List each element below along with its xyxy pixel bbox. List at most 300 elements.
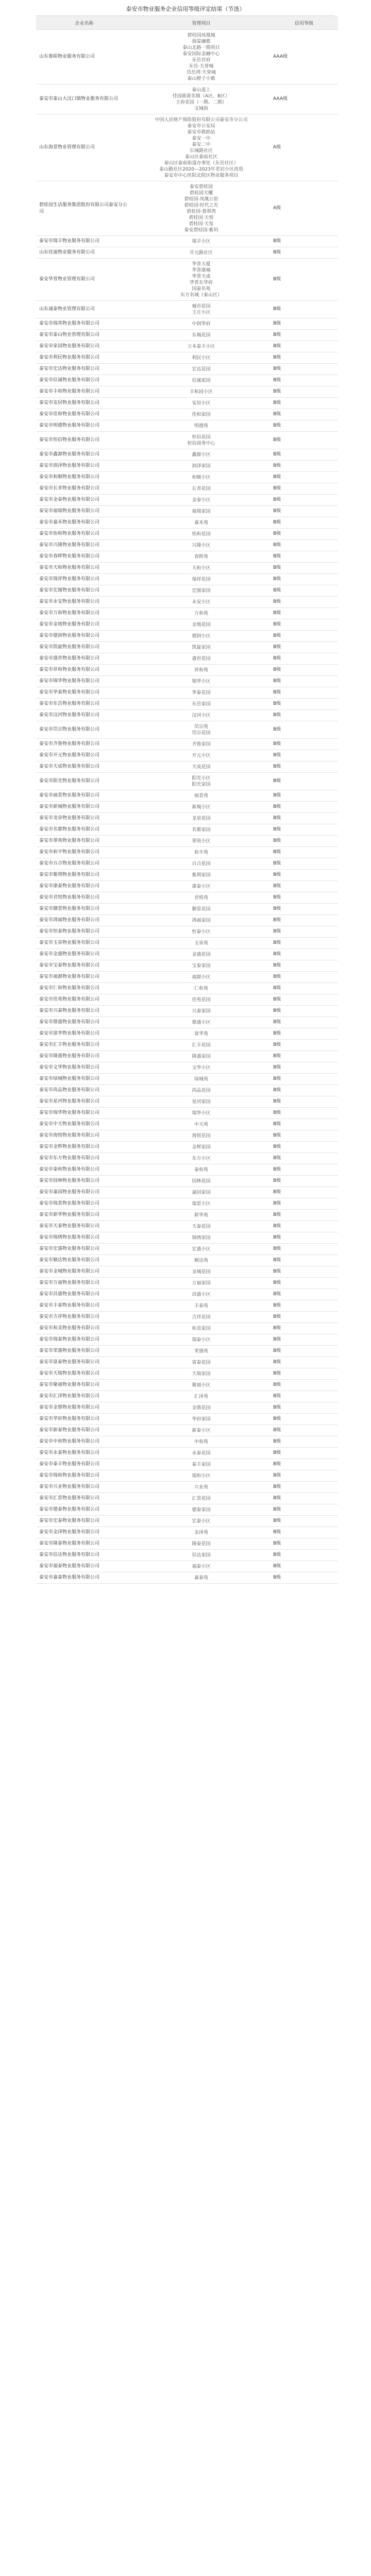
page-title: 泰安市物业服务企业信用等级评定结果（节选） — [36, 3, 335, 16]
project-list — [132, 1425, 270, 1436]
project-item: 汇景花园 — [192, 1496, 211, 1501]
project-list — [132, 1504, 270, 1516]
project-list — [132, 540, 270, 551]
project-list — [132, 1334, 270, 1346]
project-list — [132, 915, 270, 926]
credit-grade: B级 — [270, 739, 338, 750]
project-item: 碧桂园凤凰城 — [187, 33, 215, 38]
project-list — [132, 1040, 270, 1051]
credit-grade: B级 — [270, 432, 338, 449]
project-list — [132, 1550, 270, 1561]
project-list — [132, 1210, 270, 1221]
project-item: 新城小区 — [192, 805, 211, 810]
company-name: 山东佳迪物业服务有限公司 — [36, 247, 132, 259]
project-list — [132, 529, 270, 540]
document — [36, 3, 335, 1584]
project-item: 御景花园 — [192, 907, 211, 912]
table-row — [36, 472, 338, 483]
project-list — [132, 1448, 270, 1459]
project-list — [132, 1323, 270, 1334]
table-header-row — [36, 16, 338, 30]
project-list — [132, 1561, 270, 1572]
project-list — [132, 1357, 270, 1368]
credit-grade: B级 — [270, 699, 338, 710]
project-item: 金泽苑 — [194, 1530, 208, 1535]
project-item: 瑞丰小区 — [192, 239, 211, 244]
project-list — [132, 858, 270, 870]
table-row — [36, 1448, 338, 1459]
table-row — [36, 563, 338, 574]
company-name: 泰安市海悦物业服务有限公司 — [36, 1130, 132, 1142]
company-name: 泰安市东岳物业服务有限公司 — [36, 699, 132, 710]
credit-grade: B级 — [270, 1312, 338, 1323]
credit-grade: B级 — [270, 1380, 338, 1391]
project-item: 富华苑 — [194, 1031, 208, 1037]
company-name: 泰安市安居物业服务有限公司 — [36, 398, 132, 409]
table-row — [36, 1300, 338, 1312]
project-item: 泰安一中 — [192, 136, 211, 141]
project-item: 中天苑 — [194, 1122, 208, 1127]
table-row — [36, 1266, 338, 1278]
project-list — [132, 114, 270, 181]
company-name: 泰安市信达物业服务有限公司 — [36, 1550, 132, 1561]
company-name: 泰安市汶河物业服务有限公司 — [36, 710, 132, 721]
project-item: 瑞泰小区 — [192, 1337, 211, 1343]
company-name: 泰安市宏盛物业服务有限公司 — [36, 1244, 132, 1255]
company-name: 泰安市聚福物业服务有限公司 — [36, 1380, 132, 1391]
table-row — [36, 1312, 338, 1323]
company-name: 泰安市丽景物业服务有限公司 — [36, 790, 132, 802]
project-item: 开元路社区 — [189, 250, 213, 256]
company-name: 泰安市华府物业服务有限公司 — [36, 1414, 132, 1425]
credit-grade: B级 — [270, 994, 338, 1006]
company-name: 泰安市兴隆物业服务有限公司 — [36, 540, 132, 551]
project-list — [132, 449, 270, 461]
project-list — [132, 790, 270, 802]
company-name: 泰安市瑞丰物业服务有限公司 — [36, 236, 132, 247]
table-row — [36, 597, 338, 608]
table-row — [36, 938, 338, 949]
table-row — [36, 517, 338, 529]
table-row — [36, 949, 338, 960]
header-grade: 信用等级 — [270, 16, 338, 30]
credit-grade: B级 — [270, 1402, 338, 1414]
project-item: 隆泰花园 — [192, 1541, 211, 1547]
credit-grade: B级 — [270, 1017, 338, 1028]
project-item: 中润华府 — [192, 321, 211, 327]
table-row — [36, 330, 338, 341]
project-item: 华府家园 — [192, 1417, 211, 1422]
project-list — [132, 1130, 270, 1142]
project-item: 福源小区 — [192, 975, 211, 980]
credit-grade: B级 — [270, 1142, 338, 1153]
project-list — [132, 1051, 270, 1062]
company-name: 泰安市天成物业服务有限公司 — [36, 761, 132, 773]
project-list — [132, 847, 270, 858]
project-item: 华泰花园 — [192, 690, 211, 696]
credit-grade: B级 — [270, 1119, 338, 1130]
table-row — [36, 1051, 338, 1062]
table-row — [36, 773, 338, 790]
company-name: 泰安市金盛物业服务有限公司 — [36, 949, 132, 960]
table-row — [36, 926, 338, 938]
table-row — [36, 813, 338, 824]
company-name: 泰安市和平物业服务有限公司 — [36, 847, 132, 858]
project-list — [132, 1028, 270, 1040]
credit-grade: AAA级 — [270, 30, 338, 84]
credit-grade: B级 — [270, 1425, 338, 1436]
project-item: 福瑞家园 — [192, 509, 211, 514]
credit-grade: B级 — [270, 608, 338, 619]
project-item: 恒信花园 — [192, 435, 211, 440]
table-row — [36, 750, 338, 761]
credit-grade: B级 — [270, 1300, 338, 1312]
company-name: 泰安市兴泰物业服务有限公司 — [36, 1006, 132, 1017]
project-item: 东岳首府 — [192, 58, 211, 63]
company-name: 泰安市汇丰物业服务有限公司 — [36, 1040, 132, 1051]
credit-grade: B级 — [270, 1244, 338, 1255]
project-list — [132, 318, 270, 330]
project-item: 德泰家园 — [192, 1507, 211, 1513]
company-name: 泰安市锦华物业服务有限公司 — [36, 676, 132, 687]
project-item: 宏泰小区 — [192, 1519, 211, 1524]
project-item: 恒泰小区 — [192, 929, 211, 935]
project-list — [132, 1527, 270, 1538]
table-row — [36, 1561, 338, 1572]
project-item: 明德苑 — [194, 423, 208, 429]
project-item: 泰和苑 — [194, 1167, 208, 1173]
credit-grade: B级 — [270, 1334, 338, 1346]
project-list — [132, 420, 270, 432]
company-name: 泰安市百合物业服务有限公司 — [36, 858, 132, 870]
credit-grade: B级 — [270, 813, 338, 824]
table-row — [36, 1357, 338, 1368]
project-list — [132, 1017, 270, 1028]
company-name: 泰安市嘉泰物业服务有限公司 — [36, 1572, 132, 1584]
project-item: 城市花园 — [192, 304, 211, 309]
credit-grade: B级 — [270, 773, 338, 790]
project-list — [132, 972, 270, 983]
project-item: 万福家园 — [192, 1281, 211, 1286]
project-list — [132, 341, 270, 352]
project-item: 安居小区 — [192, 401, 211, 406]
project-list — [132, 1289, 270, 1300]
project-item: 绿城苑 — [194, 1077, 208, 1082]
project-list — [132, 1108, 270, 1119]
project-item: 嘉园家园 — [192, 1190, 211, 1195]
table-row — [36, 710, 338, 721]
project-list — [132, 1142, 270, 1153]
company-name: 泰安市金泽物业服务有限公司 — [36, 1527, 132, 1538]
project-item: 丰泰苑 — [194, 1303, 208, 1309]
credit-grade: A级 — [270, 181, 338, 236]
project-item: 万和苑 — [194, 611, 208, 616]
project-item: 汇泽苑 — [194, 1394, 208, 1399]
credit-grade: B级 — [270, 597, 338, 608]
project-item: 佳苑花园 — [192, 997, 211, 1003]
company-name: 泰安市祥和物业服务有限公司 — [36, 665, 132, 676]
table-row — [36, 1062, 338, 1074]
project-item: 昌盛小区 — [192, 1292, 211, 1297]
table-row — [36, 802, 338, 813]
company-name: 泰安市瑞景物业服务有限公司 — [36, 1198, 132, 1210]
table-row — [36, 892, 338, 904]
credit-grade: B级 — [270, 881, 338, 892]
table-row — [36, 506, 338, 517]
company-name: 泰安市和顺物业服务有限公司 — [36, 472, 132, 483]
project-item: 君悦苑 — [194, 895, 208, 901]
company-name: 泰安市星河物业服务有限公司 — [36, 1096, 132, 1108]
project-item: 金地花园 — [192, 622, 211, 628]
credit-grade: B级 — [270, 1346, 338, 1357]
company-name: 泰安市新泰物业服务有限公司 — [36, 1425, 132, 1436]
project-item: 东岳·天誉城 — [189, 64, 214, 69]
table-row — [36, 972, 338, 983]
table-row — [36, 1334, 338, 1346]
company-name: 泰安市宏达物业服务有限公司 — [36, 364, 132, 375]
project-item: 国泰名苑 — [192, 286, 211, 292]
company-name: 泰安市恒泰物业服务有限公司 — [36, 926, 132, 938]
credit-grade: B级 — [270, 1062, 338, 1074]
project-item: 润泽家园 — [192, 464, 211, 469]
project-item: 王庄小区 — [192, 310, 211, 315]
table-row — [36, 1164, 338, 1176]
company-name: 泰安市尚品物业服务有限公司 — [36, 1085, 132, 1096]
company-name: 泰安市泰山大汶口镇物业服务有限公司 — [36, 84, 132, 114]
project-item: 隆盛家园 — [192, 1054, 211, 1059]
project-list — [132, 375, 270, 386]
project-item: 泰安市公安局 — [187, 124, 215, 129]
table-row — [36, 1074, 338, 1085]
credit-grade: B级 — [270, 1074, 338, 1085]
project-item: 碧桂园·天玺 — [189, 222, 214, 227]
project-list — [132, 386, 270, 398]
table-row — [36, 432, 338, 449]
table-row — [36, 687, 338, 699]
table-row — [36, 1550, 338, 1561]
project-list — [132, 181, 270, 236]
project-item: 华普康城 — [192, 268, 211, 273]
table-row — [36, 1085, 338, 1096]
project-item: 开元小区 — [192, 753, 211, 758]
table-row — [36, 1470, 338, 1482]
credit-grade: B级 — [270, 1527, 338, 1538]
project-item: 泰山北路一期项目 — [182, 45, 220, 50]
credit-grade: B级 — [270, 352, 338, 364]
table-row — [36, 1176, 338, 1187]
credit-grade: B级 — [270, 301, 338, 318]
credit-grade: B级 — [270, 1266, 338, 1278]
project-item: 春晖苑 — [194, 554, 208, 560]
table-row — [36, 1006, 338, 1017]
table-row — [36, 1221, 338, 1232]
credit-grade: B级 — [270, 1504, 338, 1516]
project-list — [132, 824, 270, 836]
project-list — [132, 892, 270, 904]
table-row — [36, 1493, 338, 1504]
project-item: 永泰花园 — [192, 1451, 211, 1456]
company-name: 泰安市汇泽物业服务有限公司 — [36, 1391, 132, 1402]
table-row — [36, 364, 338, 375]
project-item: 宏图家园 — [192, 588, 211, 594]
company-name: 泰安市岱宗物业服务有限公司 — [36, 721, 132, 739]
table-row — [36, 1278, 338, 1289]
credit-grade: B级 — [270, 563, 338, 574]
credit-grade: B级 — [270, 1278, 338, 1289]
header-company: 企业名称 — [36, 16, 132, 30]
company-name: 泰安市泰和物业服务有限公司 — [36, 1164, 132, 1176]
project-item: 金泰小区 — [192, 498, 211, 503]
company-name: 泰安市新城物业服务有限公司 — [36, 802, 132, 813]
credit-grade: B级 — [270, 938, 338, 949]
table-row — [36, 761, 338, 773]
credit-grade: B级 — [270, 676, 338, 687]
company-name: 泰安市隆盛物业服务有限公司 — [36, 1051, 132, 1062]
table-row — [36, 994, 338, 1006]
project-item: 恒信商务中心 — [187, 441, 215, 446]
project-item: 长青花园 — [192, 486, 211, 492]
table-row — [36, 574, 338, 585]
company-name: 泰安市德润物业服务有限公司 — [36, 631, 132, 642]
company-name: 泰安市春晖物业服务有限公司 — [36, 551, 132, 563]
company-name: 泰安市嘉禾物业服务有限公司 — [36, 517, 132, 529]
project-item: 天成花园 — [192, 765, 211, 770]
project-item: 园林花园 — [192, 1179, 211, 1184]
company-name: 泰安华普物业管理有限公司 — [36, 259, 132, 301]
table-row — [36, 619, 338, 631]
project-list — [132, 750, 270, 761]
table-row — [36, 540, 338, 551]
credit-grade: B级 — [270, 1210, 338, 1221]
company-name: 泰安市润泽物业服务有限公司 — [36, 461, 132, 472]
company-name: 泰安市佳和物业服务有限公司 — [36, 409, 132, 420]
credit-grade: B级 — [270, 904, 338, 915]
project-list — [132, 813, 270, 824]
project-item: 泰山道上 — [192, 88, 211, 93]
table-row — [36, 631, 338, 642]
credit-grade: B级 — [270, 318, 338, 330]
project-item: 锦绣家园 — [192, 1235, 211, 1241]
project-item: 嘉禾苑 — [194, 520, 208, 526]
table-row — [36, 352, 338, 364]
project-list — [132, 517, 270, 529]
project-item: 新泰小区 — [192, 1428, 211, 1433]
company-name: 泰安市顺达物业服务有限公司 — [36, 1255, 132, 1266]
credit-grade: B级 — [270, 585, 338, 597]
project-item: 鸿福家园 — [192, 918, 211, 923]
company-name: 泰安市宝泰物业服务有限公司 — [36, 960, 132, 972]
credit-grade: B级 — [270, 1516, 338, 1527]
project-list — [132, 1198, 270, 1210]
table-row — [36, 1572, 338, 1584]
table-row — [36, 721, 338, 739]
project-list — [132, 938, 270, 949]
project-list — [132, 1436, 270, 1448]
table-row — [36, 247, 338, 259]
company-name: 泰安市文华物业服务有限公司 — [36, 1062, 132, 1074]
project-item: 尚品花园 — [192, 1088, 211, 1093]
project-item: 龙泉花园 — [192, 816, 211, 821]
credit-grade: B级 — [270, 1006, 338, 1017]
project-item: 祥和苑 — [194, 668, 208, 673]
company-name: 泰安市汇景物业服务有限公司 — [36, 1493, 132, 1504]
credit-grade: B级 — [270, 574, 338, 585]
credit-grade: B级 — [270, 1391, 338, 1402]
company-name: 泰安市永泰物业服务有限公司 — [36, 1448, 132, 1459]
company-name: 泰安市金鼎物业服务有限公司 — [36, 1402, 132, 1414]
table-row — [36, 1232, 338, 1244]
table-row — [36, 1504, 338, 1516]
project-item: 聚福小区 — [192, 1383, 211, 1388]
table-row — [36, 665, 338, 676]
company-name: 泰安市鸿福物业服务有限公司 — [36, 915, 132, 926]
project-list — [132, 710, 270, 721]
company-name: 泰安市瑞祥物业服务有限公司 — [36, 574, 132, 585]
project-item: 金辉家园 — [192, 1145, 211, 1150]
company-name: 泰安市名都物业服务有限公司 — [36, 824, 132, 836]
project-list — [132, 1221, 270, 1232]
project-list — [132, 483, 270, 495]
credit-grade: B级 — [270, 1459, 338, 1470]
project-item: 中和苑 — [194, 1439, 208, 1445]
company-name: 泰安市富泰物业服务有限公司 — [36, 1357, 132, 1368]
credit-grade: B级 — [270, 1085, 338, 1096]
project-list — [132, 1006, 270, 1017]
project-item: 泰山橙子小镇 — [187, 76, 215, 81]
project-item: 宝泰家园 — [192, 963, 211, 969]
project-item: 阳光家园 — [192, 782, 211, 787]
project-list — [132, 432, 270, 449]
table-row — [36, 642, 338, 653]
credit-grade: B级 — [270, 1323, 338, 1334]
table-row — [36, 529, 338, 540]
project-list — [132, 1266, 270, 1278]
credit-grade: B级 — [270, 972, 338, 983]
company-name: 泰安市长青物业服务有限公司 — [36, 483, 132, 495]
table-row — [36, 1198, 338, 1210]
table-row — [36, 1402, 338, 1414]
project-item: 泰山路社区2020—2023年老旧小区改造 — [159, 167, 243, 172]
table-row — [36, 1153, 338, 1164]
project-list — [132, 574, 270, 585]
project-item: 丰和园小区 — [189, 389, 213, 395]
project-item: 汇丰花园 — [192, 1043, 211, 1048]
company-name: 泰安市兴业物业服务有限公司 — [36, 1482, 132, 1493]
credit-grade: B级 — [270, 892, 338, 904]
project-item: 金鼎花园 — [192, 1405, 211, 1411]
project-item: 鼎盛小区 — [192, 1020, 211, 1025]
project-item: 佳园旅游名镇（A区、B区） — [172, 94, 230, 99]
credit-grade: B级 — [270, 1187, 338, 1198]
project-item: 锦华小区 — [192, 679, 211, 684]
table-row — [36, 1346, 338, 1357]
credit-grade: B级 — [270, 761, 338, 773]
project-list — [132, 1176, 270, 1187]
project-list — [132, 960, 270, 972]
credit-grade: B级 — [270, 619, 338, 631]
credit-grade: B级 — [270, 721, 338, 739]
credit-grade: B级 — [270, 1550, 338, 1561]
table-row — [36, 739, 338, 750]
company-name: 泰安市利民物业服务有限公司 — [36, 352, 132, 364]
project-item: 吉祥花园 — [192, 1315, 211, 1320]
project-item: 齐鲁家园 — [192, 742, 211, 747]
project-item: 泰安碧桂园 — [189, 184, 213, 190]
project-list — [132, 1346, 270, 1357]
company-name: 泰安市德泰物业服务有限公司 — [36, 1504, 132, 1516]
table-row — [36, 84, 338, 114]
credit-grade: B级 — [270, 386, 338, 398]
